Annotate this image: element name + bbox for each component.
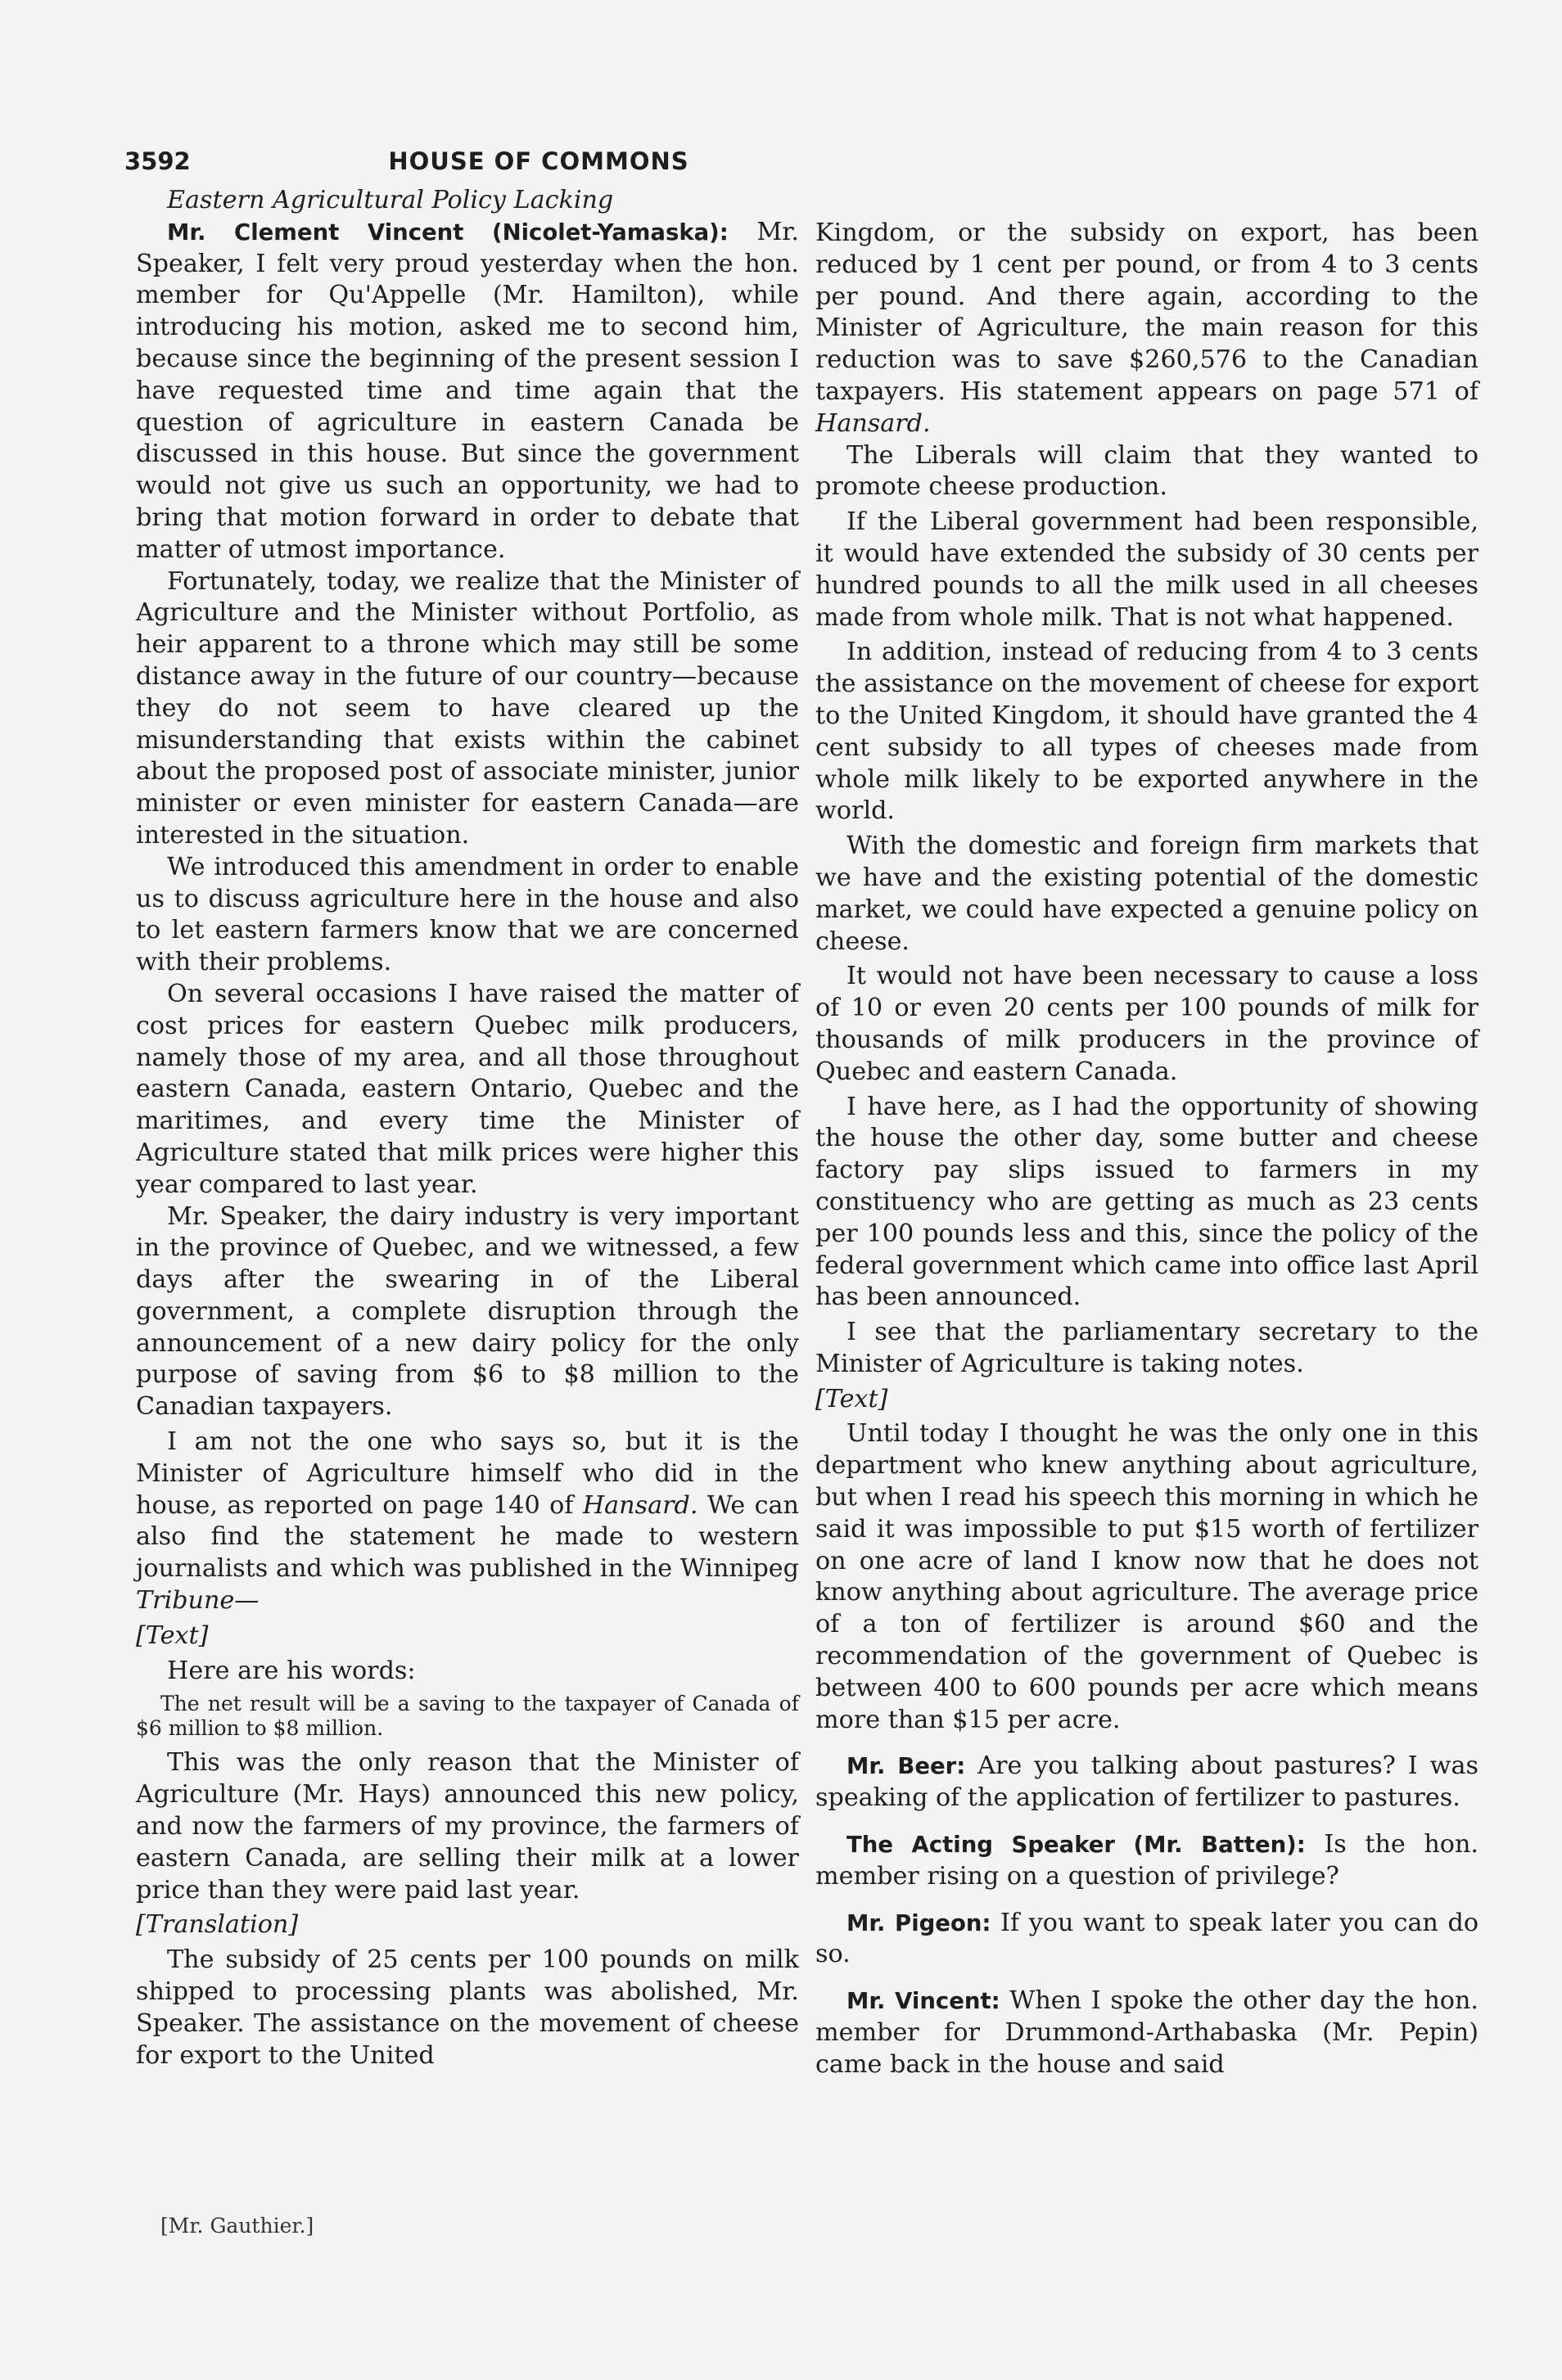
paragraph: Mr. Clement Vincent (Nicolet-Yamaska): Mr. Speaker, I felt very proud yesterday when the hon. member for Qu'Appelle (Mr. Hamilton), while introducing his motion, asked me to second him, because since the beginning of the present session I have requested time and time again that the question of agriculture in eastern Canada be discussed in this house. But since the government would not give us such an opportunity, we had to bring that motion forward in order to debate that matter of utmost importance. xyxy=(136,217,799,564)
paragraph: In addition, instead of reducing from 4 to 3 cents the assistance on the movement of cheese for export to the United Kingdom, it should have granted the 4 cent subsidy to all types of cheeses made from whole milk likely to be exported anywhere in the world. xyxy=(815,638,1478,826)
speaker-name: Mr. Vincent: xyxy=(846,1988,1000,2015)
paragraph: On several occasions I have raised the matter of cost prices for eastern Quebec milk producers, namely those of my area, and all those throughout eastern Canada, eastern Ontario, Quebec and the maritimes, and every time the Minister of Agriculture stated that milk prices were higher this year compared to last year. xyxy=(136,979,799,1199)
page-footer: [Mr. Gauthier.] xyxy=(160,2214,314,2238)
block-quote: The net result will be a saving to the taxpayer of Canada of $6 million to $8 million. xyxy=(136,1692,799,1741)
section-subheading: Eastern Agricultural Policy Lacking xyxy=(167,186,614,214)
page-header xyxy=(124,147,953,180)
paragraph: I am not the one who says so, but it is the Minister of Agriculture himself who did in the house, as reported on page 140 of Hansard. We can also find the statement he made to western journalists and which was published in the Winnipeg Tribune— xyxy=(136,1427,800,1616)
paragraph: The subsidy of 25 cents per 100 pounds on milk shipped to processing plants was abolished, Mr. Speaker. The assistance on the movement of cheese for export to the United xyxy=(136,1945,799,2070)
paragraph: If the Liberal government had been responsible, it would have extended the subsidy of 30 cents per hundred pounds to all the milk used in all cheeses made from whole milk. That is not what happened. xyxy=(815,507,1478,632)
speaker-name: Mr. Beer: xyxy=(846,1753,966,1780)
speaker-name: The Acting Speaker (Mr. Batten): xyxy=(846,1832,1306,1859)
paragraph: The Acting Speaker (Mr. Batten): Is the hon. member rising on a question of privilege? xyxy=(815,1830,1479,1891)
paragraph: Until today I thought he was the only one in this department who knew anything about agriculture, but when I read his speech this morning in which he said it was impossible to put $15 worth of fertilizer on one acre of land I know now that he does not know anything about agriculture. The average price of a ton of fertilizer is around $60 and the recommendation of the government of Quebec is between 400 to 600 pounds per acre which means more than $15 per acre. xyxy=(815,1419,1478,1734)
paragraph: This was the only reason that the Minister of Agriculture (Mr. Hays) announced this new policy, and now the farmers of my province, the farmers of eastern Canada, are selling their milk at a lower price than they were paid last year. xyxy=(136,1748,799,1904)
running-head: HOUSE OF COMMONS xyxy=(388,147,689,175)
speaker-name: Mr. Pigeon: xyxy=(846,1909,991,1936)
speaker-name: Mr. Clement Vincent (Nicolet-Yamaska): xyxy=(167,219,729,246)
paragraph: It would not have been necessary to cause a loss of 10 or even 20 cents per 100 pounds of milk for thousands of milk producers in the province of Quebec and eastern Canada. xyxy=(815,962,1478,1086)
paragraph: Mr. Pigeon: If you want to speak later you can do so. xyxy=(815,1908,1478,1969)
paragraph: Mr. Vincent: When I spoke the other day the hon. member for Drummond-Arthabaska (Mr. Pepin) came back in the house and said xyxy=(815,1986,1478,2079)
page-number: 3592 xyxy=(124,147,191,175)
paragraph: Mr. Speaker, the dairy industry is very important in the province of Quebec, and we witnessed, a few days after the swearing in of the Liberal government, a complete disruption through the announcement of a new dairy policy for the only purpose of saving from $6 to $8 million to the Canadian taxpayers. xyxy=(136,1201,799,1422)
left-column xyxy=(136,185,799,2071)
paragraph: Kingdom, or the subsidy on export, has been reduced by 1 cent per pound, or from 4 to 3 cents per pound. And there again, according to the Minister of Agriculture, the main reason for this reduction was to save $260,576 to the Canadian taxpayers. His statement appears on page 571 of Hansard. xyxy=(815,219,1478,438)
paragraph: Here are his words: xyxy=(167,1656,416,1685)
text-tag: [Text] xyxy=(136,1620,209,1650)
paragraph: Mr. Beer: Are you talking about pastures? I was speaking of the application of fertilizer to pastures. xyxy=(815,1751,1478,1813)
paragraph: I see that the parliamentary secretary to the Minister of Agriculture is taking notes. xyxy=(815,1318,1478,1378)
translation-tag: [Translation] xyxy=(136,1910,299,1940)
paragraph: I have here, as I had the opportunity of showing the house the other day, some butter and cheese factory pay slips issued to farmers in my constituency who are getting as much as 23 cents per 100 pounds less and this, since the policy of the federal government which came into office last April has been announced. xyxy=(815,1092,1478,1312)
right-column xyxy=(815,218,1478,2081)
paragraph: Fortunately, today, we realize that the Minister of Agriculture and the Minister without Portfolio, as heir apparent to a throne which may still be some distance away in the future of our country—because they do not seem to have cleared up the misunderstanding that exists within the cabinet about the proposed post of associate minister, junior minister or even minister for eastern Canada—are interested in the situation. xyxy=(136,566,799,850)
paragraph: With the domestic and foreign firm markets that we have and the existing potential of the domestic market, we could have expected a genuine policy on cheese. xyxy=(815,832,1478,956)
paragraph: The Liberals will claim that they wanted to promote cheese production. xyxy=(815,440,1478,502)
paragraph: We introduced this amendment in order to enable us to discuss agriculture here in the house and also to let eastern farmers know that we are concerned with their problems. xyxy=(136,852,799,977)
text-tag: [Text] xyxy=(815,1384,888,1413)
